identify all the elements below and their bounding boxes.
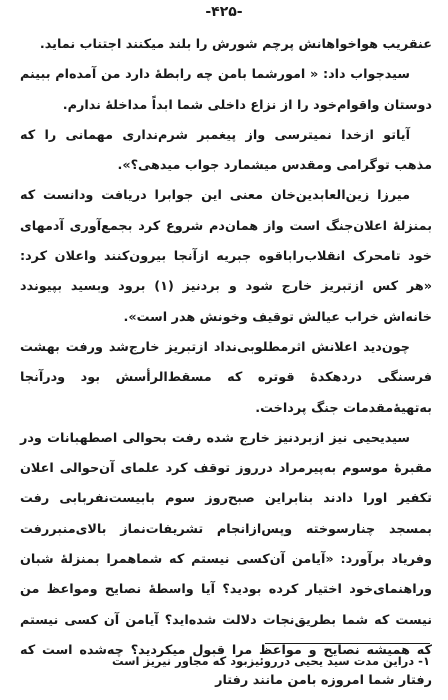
- paragraph: سیدجواب داد: « امورشما بامن چه رابطهٔ دارد من آمده‌ام ببینم دوستان واقوام‌خود را از نزاع داخلی شما ابداً مداخلهٔ ندارم.: [20, 67, 432, 113]
- paragraph: عنقریب هواخواهانش پرچم شورش را بلند میکنند اجتناب نماید.: [39, 37, 432, 52]
- body-text: [20, 30, 432, 697]
- footnote-divider: [265, 643, 430, 644]
- paragraph: چون‌دید اعلانش اثرمطلوبی‌نداد ازتبریز خارج‌شد ورفت بهشت فرسنگی دردهکدهٔ قوتره که مسقط‌الرأسش بود ودرآنجا به‌تهیهٔ‌مقدمات جنگ پرداخت.: [20, 339, 432, 416]
- paragraph: سیدیحیی نیز ازبردنیز خارج شده رفت بحوالی اصطهبانات ودر مقبرهٔ موسوم به‌پیرمراد درروز توقف کرد علمای آن‌حوالی اعلان تکفیر اورا دادند بنابراین صبح‌روز سوم بابیست‌نفربابی رفت بمسجد چنارسوخته وپس‌ازانجام تشریفات‌نماز بالای‌منبررفت وفریاد برآورد: «آیامن آن‌کسی نیستم که شماهمرا بمنزلهٔ شبان وراهنمای‌خود اختیار کرده بودید؟ آیا واسطهٔ نصایح ومواعظ من نیست که شما بطریق‌نجات دلالت شده‌اید؟ آیامن آن کسی نیستم که همیشه نصایح و مواعظ مرا قبول میکردید؟ چه‌شده است که رفتار شما امروزه بامن مانند رفتار: [20, 430, 432, 689]
- page-number: -۴۲۵-: [205, 4, 243, 20]
- paragraph: میرزا زین‌العابدین‌خان معنی این جوابرا دریافت ودانست که بمنزلهٔ اعلان‌جنگ است واز همان‌دم شروع کرد بجمع‌آوری آدمهای خود تامحرک انقلاب‌راباقوه جبریه ازآنجا بیرون‌کنند واعلان کرد: «هر کس ازتبریز خارج شود و بردنیز (۱) برود وبسید بپیوندد خانه‌اش خراب عیالش توقیف وخونش هدر است».: [20, 188, 432, 325]
- paragraph: آیاتو ازخدا نمیترسی واز پیغمبر شرم‌نداری مهمانی را که مذهب توگرامی ومقدس میشمارد جواب میدهی؟».: [20, 127, 432, 174]
- footnote: ۱- دراین مدت سید یحیی درروئیزبود که مجاور نیریز است: [112, 654, 430, 668]
